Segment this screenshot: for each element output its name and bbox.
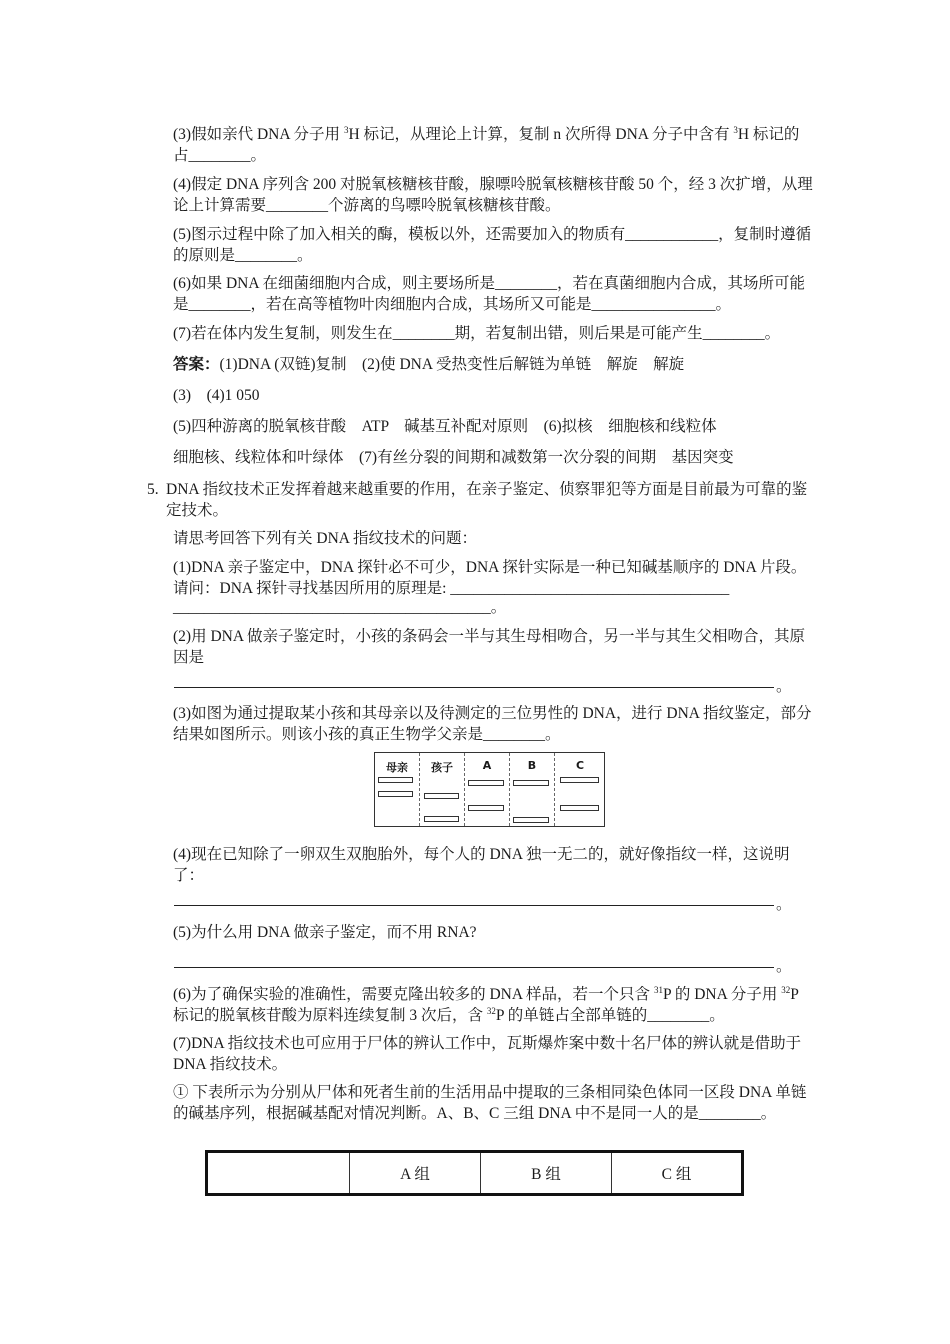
lane-label-mother: 母亲: [386, 761, 408, 774]
question-5-sub-1-tail: _________________________________________。: [173, 599, 507, 616]
answer-line-q5: [174, 967, 774, 968]
lane-label-c: C: [575, 759, 585, 772]
period-q2: 。: [776, 678, 792, 695]
lane-a: [465, 753, 510, 826]
lane-label-child: 孩子: [431, 761, 453, 774]
answer-label: 答案：: [173, 356, 220, 373]
lane-mother: [375, 753, 420, 826]
answer-line-q4: [174, 905, 774, 906]
question-4-sub-5: (5)图示过程中除了加入相关的酶，模板以外，还需要加入的物质有____________，复制时遵循的原则是________。: [173, 226, 812, 264]
answer-line-q2: [174, 687, 774, 688]
period-q4: 。: [776, 896, 792, 913]
lane-label-a: A: [482, 759, 492, 772]
question-5-sub-4: (4)现在已知除了一卵双生双胞胎外，每个人的 DNA 独一无二的，就好像指纹一样，这说明了：: [173, 846, 790, 884]
question-4-sub-6: (6)如果 DNA 在细菌细胞内合成，则主要场所是________，若在真菌细胞内合成，其场所可能是________，若在高等植物叶肉细胞内合成，其场所又可能是________________。: [173, 275, 806, 313]
dna-sequence-table: [205, 1150, 744, 1196]
gel-band: [513, 817, 549, 823]
gel-band: [513, 780, 549, 786]
table-header-a: A 组: [350, 1153, 481, 1193]
dna-fingerprint-figure: [374, 752, 605, 827]
gel-band: [560, 777, 599, 783]
question-5-intro: 请思考回答下列有关 DNA 指纹技术的问题：: [173, 530, 477, 547]
question-5-sub-3: (3)如图为通过提取某小孩和其母亲以及待测定的三位男性的 DNA，进行 DNA 指纹鉴定，部分结果如图所示。则该小孩的真正生物学父亲是________。: [173, 705, 812, 743]
table-header-empty: [208, 1153, 350, 1193]
gel-band: [468, 780, 504, 786]
lane-child: [420, 753, 465, 826]
gel-band: [378, 791, 413, 797]
lane-b: [510, 753, 555, 826]
question-4-sub-4: (4)假定 DNA 序列含 200 对脱氧核糖核苷酸，腺嘌呤脱氧核糖核苷酸 50 个，经 3 次扩增，从理论上计算需要________个游离的鸟嘌呤脱氧核糖核苷酸。: [173, 176, 813, 214]
answer-line-3: (5)四种游离的脱氧核苷酸 ATP 碱基互补配对原则 (6)拟核 细胞核和线粒体: [173, 418, 717, 435]
table-header-c: C 组: [661, 1166, 692, 1183]
question-5-sub-2: (2)用 DNA 做亲子鉴定时，小孩的条码会一半与其生母相吻合，另一半与其生父相吻合，其原因是: [173, 628, 806, 666]
table-header-b: B 组: [481, 1153, 612, 1193]
question-4-sub-3: (3)假如亲代 DNA 分子用 $^3$H 标记，从理论上计算，复制 n 次所得 DNA 分子中含有 $^3$H 标记的占________。: [173, 125, 800, 164]
question-5-sub-7: (7)DNA 指纹技术也可应用于尸体的辨认工作中，瓦斯爆炸案中数十名尸体的辨认就是借助于 DNA 指纹技术。: [173, 1035, 802, 1073]
question-5-sub-6: (6)为了确保实验的准确性，需要克隆出较多的 DNA 样品，若一个只含 $^{31}$P 的 DNA 分子用 $^{32}$P 标记的脱氧核苷酸为原料连续复制 3 次后，含 $^{32}$P 的单链占全部单链的________。: [173, 985, 799, 1024]
gel-band: [378, 777, 413, 783]
question-5-sub-5: (5)为什么用 DNA 做亲子鉴定，而不用 RNA?: [173, 924, 477, 941]
question-4-sub-7: (7)若在体内发生复制，则发生在________期，若复制出错，则后果是可能产生________。: [173, 325, 781, 342]
question-5-sub-8: ① 下表所示为分别从尸体和死者生前的生活用品中提取的三条相同染色体同一区段 DNA 单链的碱基序列，根据碱基配对情况判断。A、B、C 三组 DNA 中不是同一人的是________。: [173, 1084, 807, 1122]
gel-band: [424, 793, 459, 799]
question-5-number: 5.: [147, 481, 159, 498]
lane-label-b: B: [527, 759, 537, 772]
gel-band: [424, 816, 459, 822]
question-5-sub-1: (1)DNA 亲子鉴定中，DNA 探针必不可少，DNA 探针实际是一种已知碱基顺序的 DNA 片段。请问：DNA 探针寻找基因所用的原理是: ____________________________________: [173, 559, 807, 597]
gel-band: [468, 805, 504, 811]
answer-line-1: 答案：(1)DNA (双链)复制 (2)使 DNA 受热变性后解链为单链 解旋 解旋: [173, 356, 685, 373]
gel-band: [560, 805, 599, 811]
period-q5: 。: [776, 958, 792, 975]
lane-c: [555, 753, 605, 826]
question-5-stem: DNA 指纹技术正发挥着越来越重要的作用，在亲子鉴定、侦察罪犯等方面是目前最为可靠的鉴定技术。: [166, 481, 808, 519]
answer-line-4: 细胞核、线粒体和叶绿体 (7)有丝分裂的间期和减数第一次分裂的间期 基因突变: [173, 449, 734, 466]
answer-line-2: (3) (4)1 050: [173, 387, 260, 404]
